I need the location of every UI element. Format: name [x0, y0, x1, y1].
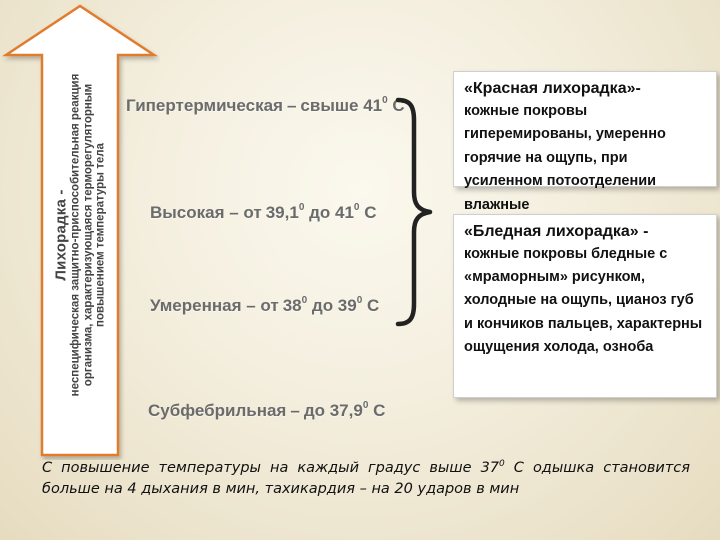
- level-name: Высокая: [150, 203, 225, 222]
- curly-brace-icon: [392, 96, 442, 328]
- level-range: 39,1: [265, 203, 299, 222]
- level-moderate: [150, 296, 379, 316]
- level-sep: – от: [224, 203, 262, 222]
- level-name: Умеренная: [150, 296, 242, 315]
- level-range-mid: до 39: [307, 296, 357, 315]
- pale-fever-title: «Бледная лихорадка» -: [464, 223, 649, 240]
- level-unit: С: [359, 203, 377, 222]
- arrow-definition: [53, 35, 106, 435]
- degree-sign: 0: [301, 295, 308, 306]
- level-range: 38: [282, 296, 302, 315]
- degree-sign: 0: [499, 459, 505, 469]
- level-unit: С: [362, 296, 380, 315]
- level-sep: –: [286, 96, 297, 115]
- red-fever-description: кожные покровы гиперемированы, умеренно горячие на ощупь, при усиленном потоотделении влажные: [464, 103, 666, 213]
- note-part-2: С одышка становится больше на 4 дыхания в мин, тахикардия – на 20 ударов в мин: [42, 460, 690, 497]
- arrow-title: Лихорадка -: [52, 189, 70, 281]
- degree-sign: 0: [356, 295, 363, 306]
- red-fever-title: «Красная лихорадка»-: [464, 80, 641, 97]
- red-fever-box: [453, 71, 717, 213]
- degree-sign: 0: [353, 202, 360, 213]
- level-name: Субфебрильная: [148, 401, 287, 420]
- note-part-1: С повышение температуры на каждый градус выше 37: [42, 460, 500, 476]
- level-unit: С: [368, 401, 386, 420]
- arrow-line-2: организма, характеризующаяся терморегуляторным: [81, 83, 94, 387]
- level-unit: С: [387, 96, 405, 115]
- pale-fever-box: [453, 214, 717, 398]
- level-high: [150, 203, 376, 223]
- level-range: до 37,9: [303, 401, 363, 420]
- degree-sign: 0: [298, 202, 305, 213]
- level-sep: – от: [241, 296, 279, 315]
- level-range: свыше 41: [300, 96, 383, 115]
- arrow-line-3: повышением температуры тела: [94, 143, 107, 327]
- level-range-mid: до 41: [304, 203, 354, 222]
- pale-fever-description: кожные покровы бледные с «мраморным» рисунком, холодные на ощупь, цианоз губ и кончиков пальцев, характерны ощущения холода, озноба: [464, 246, 703, 355]
- degree-sign: 0: [362, 400, 369, 411]
- level-sep: –: [290, 401, 300, 420]
- degree-sign: 0: [382, 95, 388, 106]
- level-hyperthermic: [126, 96, 405, 116]
- dyspnea-note: [42, 458, 690, 499]
- arrow-line-1: неспецифическая защитно-приспособительная реакция: [69, 73, 82, 397]
- level-subfebrile: [148, 401, 385, 421]
- level-name: Гипертермическая: [126, 96, 283, 115]
